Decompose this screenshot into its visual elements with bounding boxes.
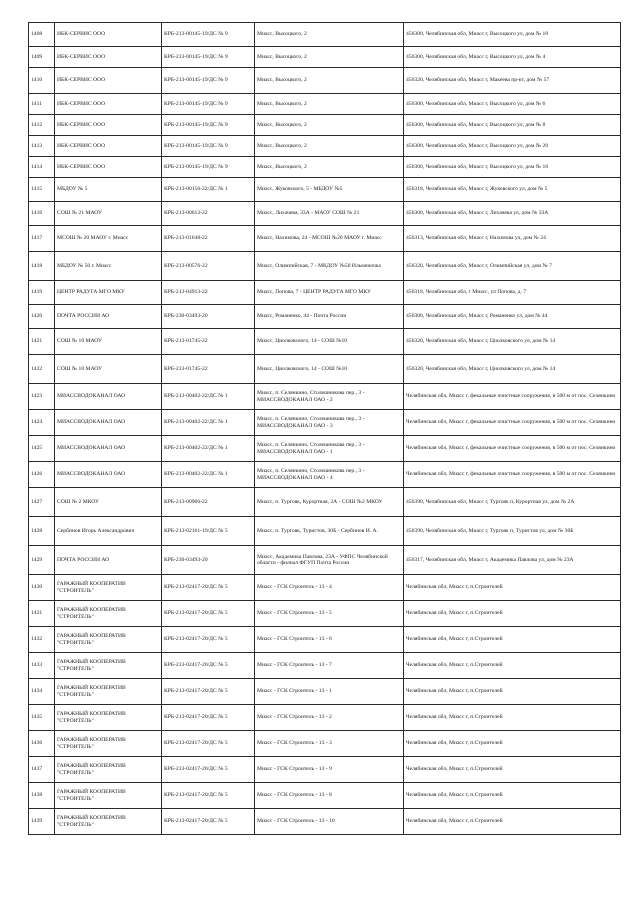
row-number-cell: 1429 [29,546,55,575]
row-number-cell: 1415 [29,178,55,202]
table-row [29,305,621,329]
contract-number-cell: КРБ-213-00145-19/ДС № 9 [162,115,255,136]
table-row [29,410,621,436]
contract-number-cell: КРБ-213-00145-19/ДС № 9 [162,47,255,68]
row-number-cell: 1417 [29,226,55,252]
organization-name-cell: ГАРАЖНЫЙ КООПЕРАТИВ "СТРОИТЕЛЬ" [55,757,162,783]
organization-name-cell: ГАРАЖНЫЙ КООПЕРАТИВ "СТРОИТЕЛЬ" [55,783,162,809]
table-row [29,281,621,305]
row-number-cell: 1435 [29,705,55,731]
object-address-cell: Миасс, Высоцкого, 2 [255,47,404,68]
legal-address-cell: Челябинская обл, Миасс г, фекальные очистные сооружения, в 500 м от пос. Селянкино [404,384,621,410]
organization-name-cell: ИБК-СЕРВИС ООО [55,94,162,115]
organization-name-cell: ЦЕНТР РАДУГА МГО МКУ [55,281,162,305]
object-address-cell: Миасс - ГСК Строитель - 13 - 3 [255,731,404,757]
object-address-cell: Миасс, Высоцкого, 2 [255,23,404,47]
table-row [29,627,621,653]
organization-name-cell: СОШ № 10 МАОУ [55,355,162,384]
row-number-cell: 1409 [29,47,55,68]
object-address-cell: Миасс, Попова, 7 - ЦЕНТР РАДУГА МГО МКУ [255,281,404,305]
table-row [29,23,621,47]
table-row [29,178,621,202]
row-number-cell: 1431 [29,601,55,627]
object-address-cell: Миасс - ГСК Строитель - 13 - 2 [255,705,404,731]
organization-name-cell: МИАССВОДОКАНАЛ ОАО [55,384,162,410]
table-row [29,436,621,462]
object-address-cell: Миасс, Нахимова, 24 - МСОШ №20 МАОУ г. Миасс [255,226,404,252]
row-number-cell: 1430 [29,575,55,601]
table-row [29,546,621,575]
organization-name-cell: ГАРАЖНЫЙ КООПЕРАТИВ "СТРОИТЕЛЬ" [55,627,162,653]
organization-name-cell: ГАРАЖНЫЙ КООПЕРАТИВ "СТРОИТЕЛЬ" [55,653,162,679]
table-row [29,329,621,355]
organization-name-cell: ПОЧТА РОССИИ АО [55,546,162,575]
contract-number-cell: КРБ-213-02417-20/ДС № 5 [162,627,255,653]
row-number-cell: 1427 [29,488,55,517]
object-address-cell: Миасс, п. Селянкино, Столешникова пер., 3 - МИАССВОДОКАНАЛ ОАО - 1 [255,436,404,462]
contract-number-cell: КРБ-213-00402-22/ДС № 1 [162,462,255,488]
object-address-cell: Миасс, Лихачева, 33А - МАОУ СОШ № 21 [255,202,404,226]
contract-number-cell: КРБ-213-00145-19/ДС № 9 [162,157,255,178]
object-address-cell: Миасс, Олимпийская, 7 - МКДОУ №50 Ильменочка [255,252,404,281]
table-row [29,517,621,546]
contract-number-cell: КРБ-213-02417-20/ДС № 5 [162,757,255,783]
table-row [29,68,621,94]
contract-number-cell: КРБ-213-00145-19/ДС № 9 [162,23,255,47]
row-number-cell: 1426 [29,462,55,488]
row-number-cell: 1421 [29,329,55,355]
legal-address-cell: 456300, Челябинская обл, Миасс г, Высоцкого ул, дом № 16 [404,157,621,178]
legal-address-cell: 456390, Челябинская обл, Миасс г, Тургояк п, Туристов ул, дом № 30Б [404,517,621,546]
contract-number-cell: КРБ-213-02417-20/ДС № 5 [162,679,255,705]
organization-name-cell: ИБК-СЕРВИС ООО [55,68,162,94]
legal-address-cell: Челябинская обл, Миасс г, фекальные очистные сооружения, в 500 м от пос. Селянкино [404,436,621,462]
object-address-cell: Миасс, Высоцкого, 2 [255,115,404,136]
table-row [29,115,621,136]
contract-number-cell: КРБ-213-02417-20/ДС № 5 [162,575,255,601]
contract-number-cell: КРБ-213-01745-22 [162,355,255,384]
object-address-cell: Миасс, Высоцкого, 2 [255,157,404,178]
contract-number-cell: КРБ-213-01745-22 [162,329,255,355]
row-number-cell: 1432 [29,627,55,653]
row-number-cell: 1438 [29,783,55,809]
object-address-cell: Миасс, Высоцкого, 2 [255,68,404,94]
table-row [29,809,621,835]
row-number-cell: 1410 [29,68,55,94]
object-address-cell: Миасс, Романенко, 44 - Почта России [255,305,404,329]
contract-number-cell: КРБ-213-00576-22 [162,252,255,281]
contract-number-cell: КРБ-213-00145-19/ДС № 9 [162,68,255,94]
legal-address-cell: 456300, Челябинская обл, Миасс г, Высоцкого ул, дом № 20 [404,136,621,157]
row-number-cell: 1413 [29,136,55,157]
organization-name-cell: МБДОУ № 5 [55,178,162,202]
contract-number-cell: КРБ-213-00145-19/ДС № 9 [162,94,255,115]
table-row [29,202,621,226]
object-address-cell: Миасс, п. Тургояк, Туристов, 30Б - Сербинов И. А. [255,517,404,546]
object-address-cell: Миасс, Академика Павлова, 23А - УФПС Челябинской области - филиал ФГУП Почта России [255,546,404,575]
row-number-cell: 1439 [29,809,55,835]
object-address-cell: Миасс, п. Селянкино, Столешникова пер., 3 - МИАССВОДОКАНАЛ ОАО - 4 [255,462,404,488]
object-address-cell: Миасс - ГСК Строитель - 13 - 1 [255,679,404,705]
legal-address-cell: Челябинская обл, Миасс г, п.Строителей [404,627,621,653]
object-address-cell: Миасс - ГСК Строитель - 13 - 5 [255,601,404,627]
table-row [29,226,621,252]
row-number-cell: 1422 [29,355,55,384]
contract-number-cell: КРБ-213-02161-19/ДС № 5 [162,517,255,546]
row-number-cell: 1423 [29,384,55,410]
row-number-cell: 1436 [29,731,55,757]
table-row [29,136,621,157]
object-address-cell: Миасс, Циолковского, 14 - СОШ №10 [255,355,404,384]
registry-table [28,22,621,835]
legal-address-cell: Челябинская обл, Миасс г, п.Строителей [404,705,621,731]
object-address-cell: Миасс, Циолковского, 14 - СОШ №10 [255,329,404,355]
legal-address-cell: 456320, Челябинская обл, Миасс г, Макеева пр-кт, дом № 57 [404,68,621,94]
row-number-cell: 1420 [29,305,55,329]
organization-name-cell: ИБК-СЕРВИС ООО [55,115,162,136]
row-number-cell: 1424 [29,410,55,436]
object-address-cell: Миасс - ГСК Строитель - 13 - 10 [255,809,404,835]
organization-name-cell: ИБК-СЕРВИС ООО [55,23,162,47]
contract-number-cell: КРБ-213-02417-20/ДС № 5 [162,653,255,679]
contract-number-cell: КРБ-213-00612-22 [162,202,255,226]
object-address-cell: Миасс, Жуковского, 5 - МБДОУ №5 [255,178,404,202]
contract-number-cell: КРБ-213-02417-20/ДС № 5 [162,705,255,731]
row-number-cell: 1437 [29,757,55,783]
legal-address-cell: 456300, Челябинская обл, Миасс г, Высоцкого ул, дом № 10 [404,23,621,47]
legal-address-cell: 456320, Челябинская обл, Миасс г, Олимпийская ул, дом № 7 [404,252,621,281]
contract-number-cell: КРБ-213-02417-20/ДС № 5 [162,783,255,809]
table-row [29,783,621,809]
organization-name-cell: ГАРАЖНЫЙ КООПЕРАТИВ "СТРОИТЕЛЬ" [55,731,162,757]
contract-number-cell: КРБ-230-03493-20 [162,305,255,329]
row-number-cell: 1411 [29,94,55,115]
legal-address-cell: 456320, Челябинская обл, Миасс г, Циолковского ул, дом № 14 [404,355,621,384]
organization-name-cell: ГАРАЖНЫЙ КООПЕРАТИВ "СТРОИТЕЛЬ" [55,679,162,705]
organization-name-cell: ИБК-СЕРВИС ООО [55,157,162,178]
object-address-cell: Миасс - ГСК Строитель - 13 - 8 [255,783,404,809]
legal-address-cell: 456300, Челябинская обл, Миасс г, Высоцкого ул, дом № 4 [404,47,621,68]
row-number-cell: 1412 [29,115,55,136]
object-address-cell: Миасс - ГСК Строитель - 13 - 7 [255,653,404,679]
row-number-cell: 1414 [29,157,55,178]
organization-name-cell: СОШ № 10 МАОУ [55,329,162,355]
legal-address-cell: 456300, Челябинская обл, Миасс г, Высоцкого ул, дом № 6 [404,94,621,115]
legal-address-cell: 456390, Челябинская обл, Миасс г, Тургояк п, Курортная ул, дом № 2А [404,488,621,517]
table-row [29,47,621,68]
contract-number-cell: КРБ-213-02417-20/ДС № 5 [162,731,255,757]
table-row [29,462,621,488]
legal-address-cell: 456320, Челябинская обл, Миасс г, Циолковского ул, дом № 14 [404,329,621,355]
legal-address-cell: Челябинская обл, Миасс г, п.Строителей [404,653,621,679]
organization-name-cell: МИАССВОДОКАНАЛ ОАО [55,462,162,488]
legal-address-cell: 456300, Челябинская обл, Миасс г, Лихачева ул, дом № 33А [404,202,621,226]
object-address-cell: Миасс - ГСК Строитель - 13 - 9 [255,757,404,783]
legal-address-cell: 456313, Челябинская обл, Миасс г, Нахимова ул, дом № 24 [404,226,621,252]
row-number-cell: 1425 [29,436,55,462]
contract-number-cell: КРБ-213-01648-22 [162,226,255,252]
legal-address-cell: Челябинская обл, Миасс г, фекальные очистные сооружения, в 500 м от пос. Селянкино [404,462,621,488]
organization-name-cell: Сербинов Игорь Александрович [55,517,162,546]
legal-address-cell: Челябинская обл, Миасс г, п.Строителей [404,601,621,627]
object-address-cell: Миасс, п. Селянкино, Столешникова пер., 3 - МИАССВОДОКАНАЛ ОАО - 2 [255,384,404,410]
row-number-cell: 1418 [29,252,55,281]
legal-address-cell: Челябинская обл, Миасс г, п.Строителей [404,575,621,601]
organization-name-cell: МИАССВОДОКАНАЛ ОАО [55,436,162,462]
table-row [29,252,621,281]
row-number-cell: 1433 [29,653,55,679]
organization-name-cell: ГАРАЖНЫЙ КООПЕРАТИВ "СТРОИТЕЛЬ" [55,809,162,835]
organization-name-cell: ИБК-СЕРВИС ООО [55,47,162,68]
contract-number-cell: КРБ-213-00156-22/ДС № 1 [162,178,255,202]
object-address-cell: Миасс, п. Тургояк, Курортная, 2А - СОШ №2 МКОУ [255,488,404,517]
contract-number-cell: КРБ-213-04913-22 [162,281,255,305]
contract-number-cell: КРБ-213-02417-20/ДС № 5 [162,601,255,627]
row-number-cell: 1428 [29,517,55,546]
table-row [29,601,621,627]
registry-table-body [29,23,621,835]
legal-address-cell: Челябинская обл, Миасс г, п.Строителей [404,783,621,809]
contract-number-cell: КРБ-213-00402-22/ДС № 1 [162,384,255,410]
object-address-cell: Миасс, Высоцкого, 2 [255,136,404,157]
table-row [29,157,621,178]
object-address-cell: Миасс - ГСК Строитель - 13 - 4 [255,575,404,601]
object-address-cell: Миасс - ГСК Строитель - 13 - 6 [255,627,404,653]
row-number-cell: 1419 [29,281,55,305]
legal-address-cell: 456300, Челябинская обл, Миасс г, Романенко ул, дом № 44 [404,305,621,329]
table-row [29,575,621,601]
object-address-cell: Миасс, Высоцкого, 2 [255,94,404,115]
organization-name-cell: ГАРАЖНЫЙ КООПЕРАТИВ "СТРОИТЕЛЬ" [55,705,162,731]
organization-name-cell: ГАРАЖНЫЙ КООПЕРАТИВ "СТРОИТЕЛЬ" [55,601,162,627]
table-row [29,384,621,410]
row-number-cell: 1416 [29,202,55,226]
legal-address-cell: 456317, Челябинская обл, Миасс г, Академика Павлова ул, дом № 23А [404,546,621,575]
contract-number-cell: КРБ-230-03493-20 [162,546,255,575]
table-row [29,679,621,705]
table-row [29,705,621,731]
legal-address-cell: Челябинская обл, Миасс г, п.Строителей [404,809,621,835]
organization-name-cell: СОШ № 2 МКОУ [55,488,162,517]
legal-address-cell: Челябинская обл, Миасс г, п.Строителей [404,757,621,783]
table-row [29,488,621,517]
legal-address-cell: Челябинская обл, Миасс г, фекальные очистные сооружения, в 500 м от пос. Селянкино [404,410,621,436]
object-address-cell: Миасс, п. Селянкино, Столешникова пер., 3 - МИАССВОДОКАНАЛ ОАО - 3 [255,410,404,436]
legal-address-cell: 456300, Челябинская обл, Миасс г, Высоцкого ул, дом № 8 [404,115,621,136]
table-row [29,731,621,757]
organization-name-cell: ПОЧТА РОССИИ АО [55,305,162,329]
row-number-cell: 1408 [29,23,55,47]
legal-address-cell: Челябинская обл, Миасс г, п.Строителей [404,731,621,757]
organization-name-cell: ИБК-СЕРВИС ООО [55,136,162,157]
contract-number-cell: КРБ-213-00402-22/ДС № 1 [162,410,255,436]
table-row [29,653,621,679]
table-row [29,355,621,384]
organization-name-cell: ГАРАЖНЫЙ КООПЕРАТИВ "СТРОИТЕЛЬ" [55,575,162,601]
table-row [29,94,621,115]
organization-name-cell: МСОШ № 20 МАОУ г. Миасс [55,226,162,252]
contract-number-cell: КРБ-213-00145-19/ДС № 9 [162,136,255,157]
legal-address-cell: 456318, Челябинская обл, г Миасс, ул Попова, д. 7 [404,281,621,305]
legal-address-cell: Челябинская обл, Миасс г, п.Строителей [404,679,621,705]
row-number-cell: 1434 [29,679,55,705]
contract-number-cell: КРБ-213-00402-22/ДС № 1 [162,436,255,462]
registry-sheet [28,22,620,835]
organization-name-cell: МБДОУ № 50 г. Миасс [55,252,162,281]
contract-number-cell: КРБ-213-00906-22 [162,488,255,517]
organization-name-cell: МИАССВОДОКАНАЛ ОАО [55,410,162,436]
organization-name-cell: СОШ № 21 МАОУ [55,202,162,226]
contract-number-cell: КРБ-213-02417-20/ДС № 5 [162,809,255,835]
legal-address-cell: 456318, Челябинская обл, Миасс г, Жуковского ул, дом № 5 [404,178,621,202]
table-row [29,757,621,783]
